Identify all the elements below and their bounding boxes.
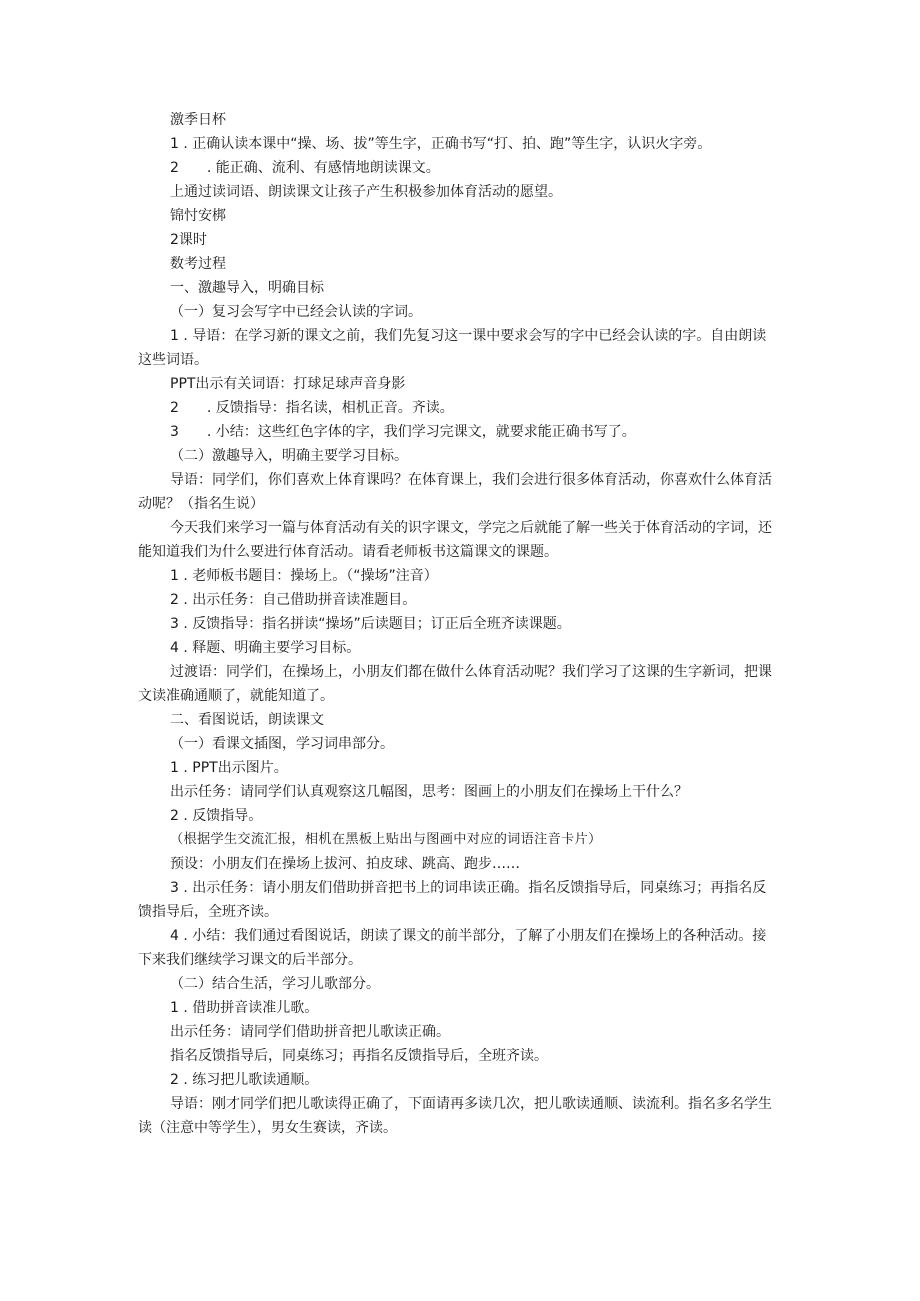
paragraph: 预设：小朋友们在操场上拔河、拍皮球、跳高、跑步……	[170, 856, 520, 872]
paragraph: 2 . 练习把儿歌读通顺。	[170, 1072, 319, 1088]
paragraph: 1 . 导语：在学习新的课文之前，我们先复习这一课中要求会写的字中已经会认读的字。自由朗读这些词语。	[138, 328, 767, 368]
paragraph: PPT出示有关词语：打球足球声音身影	[170, 376, 406, 392]
paragraph: 2 . 反馈指导。	[170, 808, 263, 824]
paragraph: 上通过读词语、朗读课文让孩子产生积极参加体育活动的愿望。	[170, 184, 562, 200]
paragraph: （根据学生交流汇报，相机在黑板上贴出与图画中对应的词语注音卡片）	[170, 832, 602, 847]
paragraph: 4 . 小结：我们通过看图说话，朗读了课文的前半部分，了解了小朋友们在操场上的各种活动。接下来我们继续学习课文的后半部分。	[138, 928, 767, 968]
document-body	[138, 108, 778, 1140]
paragraph: 1 . 老师板书题目：操场上。（“操场”注音）	[170, 568, 438, 584]
paragraph: （二）结合生活，学习儿歌部分。	[170, 976, 380, 992]
paragraph: 2课时	[170, 232, 207, 248]
paragraph: 过渡语：同学们，在操场上，小朋友们都在做什么体育活动呢？我们学习了这课的生字新词，把课文读准确通顺了，就能知道了。	[138, 664, 772, 704]
paragraph: 今天我们来学习一篇与体育活动有关的识字课文，学完之后就能了解一些关于体育活动的字词，还能知道我们为什么要进行体育活动。请看老师板书这篇课文的课题。	[138, 520, 772, 560]
paragraph: 3 . 小结：这些红色字体的字，我们学习完课文，就要求能正确书写了。	[170, 424, 636, 440]
paragraph: 4 . 释题、明确主要学习目标。	[170, 640, 361, 656]
paragraph: （二）激趣导入，明确主要学习目标。	[170, 448, 408, 464]
paragraph: 导语：刚才同学们把儿歌读得正确了，下面请再多读几次，把儿歌读通顺、读流利。指名多名学生读（注意中等学生），男女生赛读，齐读。	[138, 1096, 772, 1136]
paragraph: 1 . 正确认读本课中“操、场、拔”等生字，正确书写“打、拍、跑”等生字，认识火字旁。	[170, 136, 712, 152]
paragraph: 锦忖安梆	[170, 208, 226, 224]
paragraph: （一）复习会写字中已经会认读的字词。	[170, 304, 422, 320]
paragraph: 一、激趣导入，明确目标	[170, 280, 324, 296]
paragraph: 导语：同学们，你们喜欢上体育课吗？在体育课上，我们会进行很多体育活动，你喜欢什么体育活动呢？（指名生说）	[138, 472, 772, 512]
paragraph: 指名反馈指导后，同桌练习；再指名反馈指导后，全班齐读。	[170, 1048, 548, 1064]
paragraph: 3 . 反馈指导：指名拼读“操场”后读题目；订正后全班齐读课题。	[170, 616, 571, 632]
paragraph: 2 . 出示任务：自己借助拼音读准题目。	[170, 592, 417, 608]
paragraph: 1 . 借助拼音读准儿歌。	[170, 1000, 319, 1016]
paragraph: 2 . 能正确、流利、有感情地朗读课文。	[170, 160, 440, 176]
paragraph: 激季日杯	[170, 112, 226, 128]
paragraph: 3 . 出示任务：请小朋友们借助拼音把书上的词串读正确。指名反馈指导后，同桌练习；再指名反馈指导后，全班齐读。	[138, 880, 767, 920]
paragraph: 出示任务：请同学们认真观察这几幅图，思考：图画上的小朋友们在操场上干什么？	[170, 784, 688, 800]
paragraph: 出示任务：请同学们借助拼音把儿歌读正确。	[170, 1024, 450, 1040]
paragraph: 2 . 反馈指导：指名读，相机正音。齐读。	[170, 400, 454, 416]
paragraph: （一）看课文插图，学习词串部分。	[170, 736, 394, 752]
paragraph: 1 . PPT出示图片。	[170, 760, 288, 776]
paragraph: 二、看图说话，朗读课文	[170, 712, 324, 728]
paragraph: 数考过程	[170, 256, 226, 272]
